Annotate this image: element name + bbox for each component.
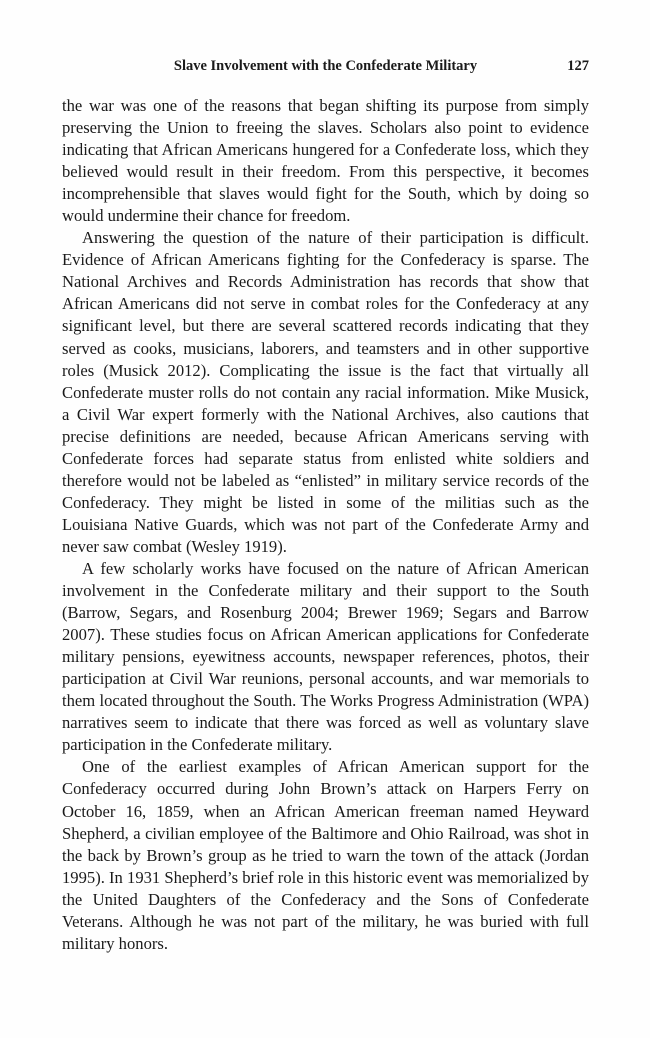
paragraph-harpers-ferry: One of the earliest examples of African American support for the Confederacy occurred during John Brown’s attack on Harpers Ferry on October 16, 1859, when an African American freeman named Heyward Shepherd, a civilian employee of the Baltimore and Ohio Railroad, was shot in the back by Brown’s group as he tried to warn the town of the attack (Jordan 1995). In 1931 Shepherd’s brief role in this historic event was memorialized by the United Daughters of the Confederacy and the Sons of Confederate Veterans. Although he was not part of the military, he was buried with full military honors. xyxy=(62,757,589,953)
paragraph-scholarly-works: A few scholarly works have focused on the nature of African American involvement in the Confederate military and their support to the South (Barrow, Segars, and Rosenburg 2004; Brewer 1969; Segars and Barrow 2007). These studies focus on African American applications for Confederate military pensions, eyewitness accounts, newspaper references, photos, their participation at Civil War reunions, personal accounts, and war memorials to them located throughout the South. The Works Progress Administration (WPA) narratives seem to indicate that there was forced as well as voluntary slave participation in the Confederate military. xyxy=(62,558,589,755)
paragraph-continuation: the war was one of the reasons that began shifting its purpose from simply preserving the Union to freeing the slaves. Scholars also point to evidence indicating that African Americans hungered for a Confederate loss, which they believed would result in their freedom. From this perspective, it becomes incomprehensible that slaves would fight for the South, which by doing so would undermine their chance for freedom. xyxy=(62,96,589,226)
page-number: 127 xyxy=(567,58,589,74)
running-title: Slave Involvement with the Confederate Military xyxy=(173,58,478,74)
paragraph-participation: Answering the question of the nature of their participation is difficult. Evidence of African Americans fighting for the Confederacy is sparse. The National Archives and Records Administration has records that show that African Americans did not serve in combat roles for the Confederacy at any significant level, but there are several scattered records indicating that they served as cooks, musicians, laborers, and teamsters and in other supportive roles (Musick 2012). Complicating the issue is the fact that virtually all Confederate muster rolls do not contain any racial information. Mike Musick, a Civil War expert formerly with the National Archives, also cautions that precise definitions are needed, because African Americans serving with Confederate forces had separate status from enlisted white soldiers and therefore would not be labeled as “enlisted” in military service records of the Confederacy. They might be listed in some of the militias such as the Louisiana Native Guards, which was not part of the Confederate Army and never saw combat (Wesley 1919). xyxy=(62,228,589,556)
running-head xyxy=(62,58,589,78)
body-text xyxy=(62,95,589,955)
